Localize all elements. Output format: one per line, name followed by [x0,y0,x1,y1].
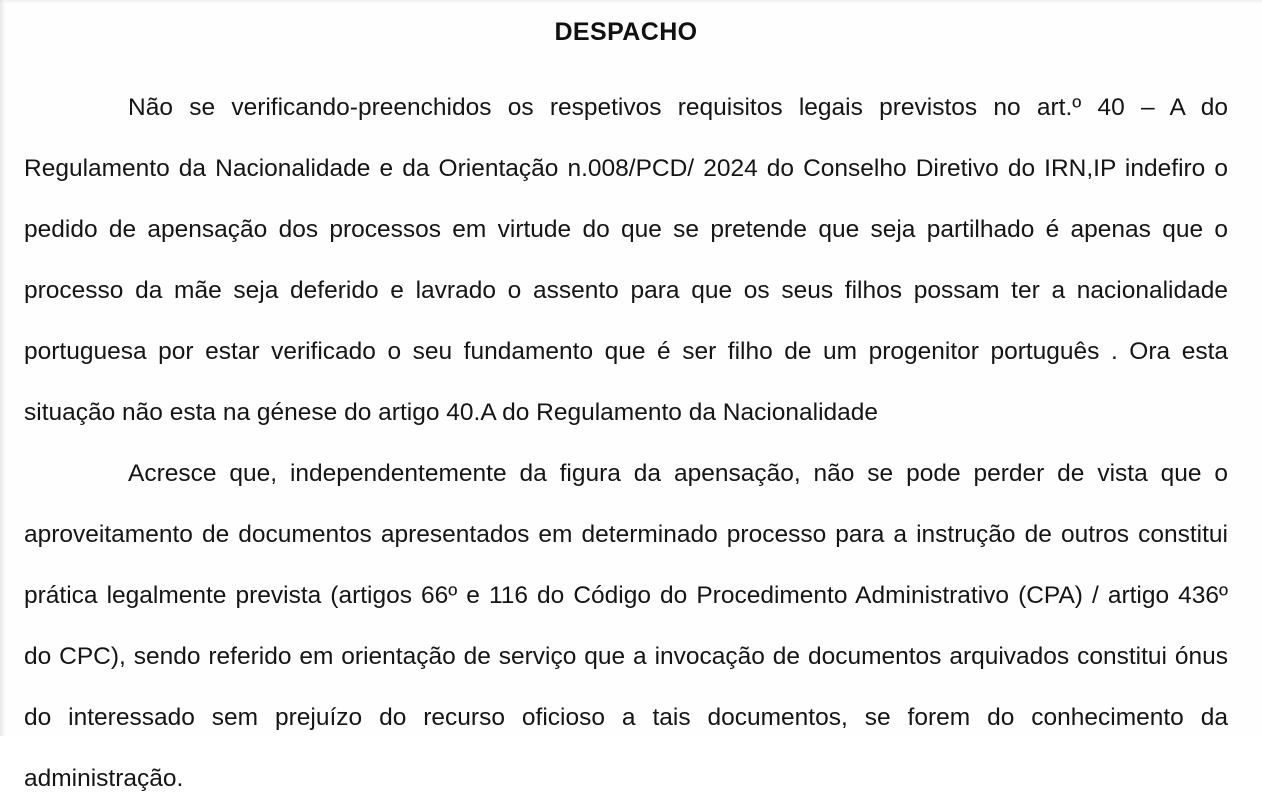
page-title: DESPACHO [554,18,698,46]
page-top-edge-shading [0,0,1262,4]
paragraph-2-text: Acresce que, independentemente da figura da apensação, não se pode perder de vista que o aproveitamento de documentos apresentados em determinado processo para a instrução de outros constitui prática legalmente prevista (artigos 66º e 116 do Código do Procedimento Administrativo (CPA) / artigo 436º do CPC), sendo referido em orientação de serviço que a invocação de documentos arquivados constitui ónus do interessado sem prejuízo do recurso oficioso a tais documentos, se forem do conhecimento da administração. [24,460,1228,792]
page-left-edge-shading [0,0,6,736]
paragraph-1 [24,77,1228,443]
paragraph-2 [24,443,1228,809]
paragraph-1-text: Não se verificando-preenchidos os respetivos requisitos legais previstos no art.º 40 – A do Regulamento da Nacionalidade e da Orientação n.008/PCD/ 2024 do Conselho Diretivo do IRN,IP indefiro o pedido de apensação dos processos em virtude do que se pretende que seja partilhado é apenas que o processo da mãe seja deferido e lavrado o assento para que os seus filhos possam ter a nacionalidade portuguesa por estar verificado o seu fundamento que é ser filho de um progenitor português . Ora esta situação não esta na génese do artigo 40.A do Regulamento da Nacionalidade [24,94,1228,426]
